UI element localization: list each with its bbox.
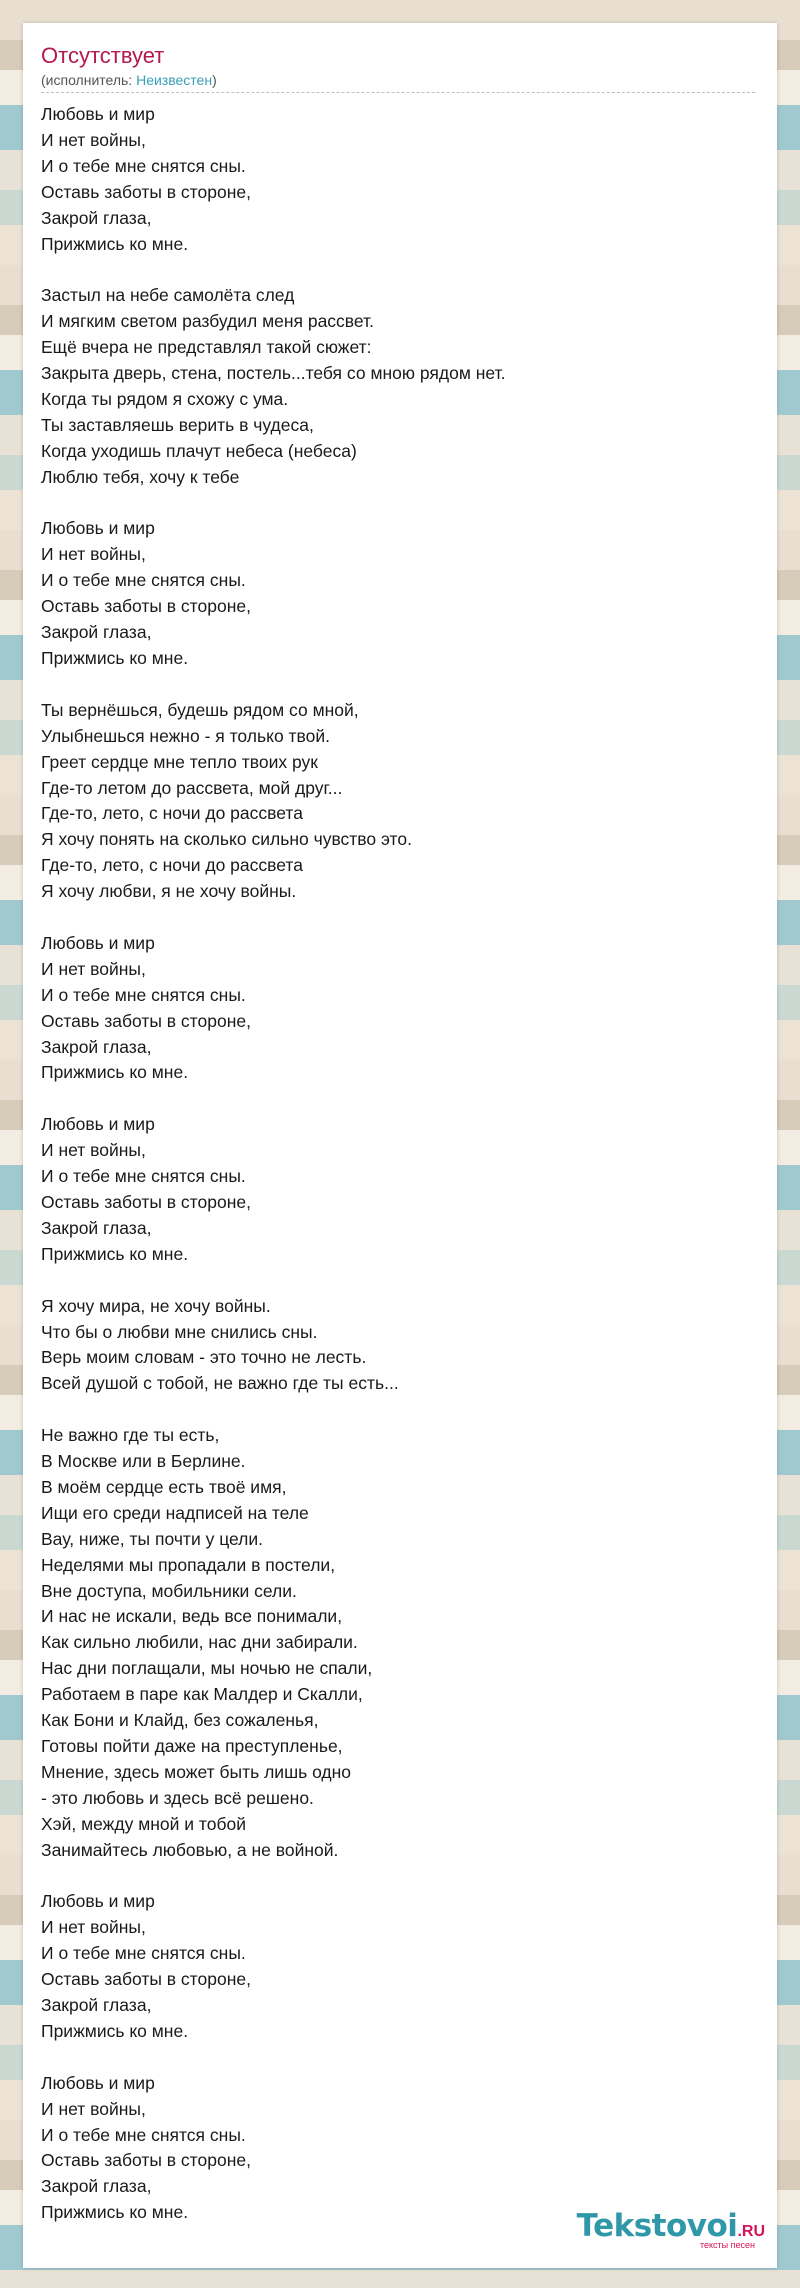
lyrics-line: И нет войны, [41, 2098, 146, 2119]
lyrics-line: Оставь заботы в стороне, [41, 596, 251, 617]
song-title: Отсутствует [41, 43, 165, 68]
lyrics-text [41, 102, 761, 2252]
lyrics-line: Прижмись ко мне. [41, 233, 189, 254]
lyrics-line: И нет войны, [41, 129, 146, 150]
lyrics-line: И нет войны, [41, 1140, 146, 1161]
lyrics-line: Оставь заботы в стороне, [41, 2150, 251, 2171]
lyrics-stanza [41, 283, 761, 490]
lyrics-line: И о тебе мне снятся сны. [41, 1943, 246, 1964]
lyrics-line: Закрой глаза, [41, 2176, 152, 2197]
lyrics-line: Оставь заботы в стороне, [41, 1010, 251, 1031]
lyrics-line: И нет войны, [41, 1917, 146, 1938]
header-divider [41, 92, 755, 93]
lyrics-stanza [41, 698, 761, 905]
lyrics-line: Что бы о любви мне снились сны. [41, 1321, 318, 1342]
lyrics-line: Когда ты рядом я схожу с ума. [41, 388, 289, 409]
lyrics-line: Я хочу любви, я не хочу войны. [41, 881, 297, 902]
lyrics-stanza [41, 1112, 761, 1267]
lyrics-line: И о тебе мне снятся сны. [41, 984, 246, 1005]
lyrics-line: Вне доступа, мобильники сели. [41, 1580, 297, 1601]
lyrics-line: И нет войны, [41, 544, 146, 565]
lyrics-line: В моём сердце есть твоё имя, [41, 1476, 287, 1497]
lyrics-line: Я хочу понять на сколько сильно чувство это. [41, 829, 412, 850]
lyrics-line: Когда уходишь плачут небеса (небеса) [41, 440, 357, 461]
lyrics-line: Не важно где ты есть, [41, 1425, 220, 1446]
lyrics-line: Готовы пойти даже на преступленье, [41, 1735, 343, 1756]
lyrics-line: Ищи его среди надписей на теле [41, 1502, 309, 1523]
lyrics-line: Любовь и мир [41, 104, 155, 124]
lyrics-line: Закрой глаза, [41, 1995, 152, 2016]
lyrics-line: Греет сердце мне тепло твоих рук [41, 751, 318, 772]
lyrics-line: Прижмись ко мне. [41, 1243, 189, 1264]
lyrics-line: Занимайтесь любовью, а не войной. [41, 1839, 339, 1860]
lyrics-line: И о тебе мне снятся сны. [41, 1166, 246, 1187]
lyrics-line: Закрой глаза, [41, 207, 152, 228]
lyrics-line: В Москве или в Берлине. [41, 1451, 246, 1472]
lyrics-line: Закрой глаза, [41, 1036, 152, 1057]
lyrics-line: И о тебе мне снятся сны. [41, 570, 246, 591]
lyrics-line: Любовь и мир [41, 1891, 155, 1912]
lyrics-line: И о тебе мне снятся сны. [41, 155, 246, 176]
lyrics-line: Закрой глаза, [41, 1217, 152, 1238]
lyrics-line: Любовь и мир [41, 1114, 155, 1135]
lyrics-line: И нет войны, [41, 958, 146, 979]
lyrics-line: Любовь и мир [41, 932, 155, 953]
lyrics-line: Улыбнешься нежно - я только твой. [41, 725, 331, 746]
lyrics-stanza [41, 516, 761, 671]
lyrics-line: Любовь и мир [41, 2072, 155, 2093]
logo-wordmark: Tekstovoi [576, 2208, 738, 2244]
lyrics-line: Неделями мы пропадали в постели, [41, 1554, 336, 1575]
lyrics-stanza [41, 2071, 761, 2226]
lyrics-line: Прижмись ко мне. [41, 648, 189, 668]
logo-subtitle: тексты песен [699, 2240, 755, 2250]
lyrics-line: Как сильно любили, нас дни забирали. [41, 1632, 358, 1653]
lyrics-stanza [41, 1423, 761, 1863]
lyrics-line: Прижмись ко мне. [41, 2020, 189, 2041]
lyrics-line: Оставь заботы в стороне, [41, 1191, 251, 1212]
lyrics-line: Верь моим словам - это точно не лесть. [41, 1347, 367, 1368]
lyrics-card [23, 23, 777, 2268]
lyrics-line: Прижмись ко мне. [41, 1062, 189, 1083]
lyrics-line: Ты вернёшься, будешь рядом со мной, [41, 699, 359, 720]
lyrics-line: Нас дни поглащали, мы ночью не спали, [41, 1658, 373, 1679]
lyrics-line: Хэй, между мной и тобой [41, 1813, 246, 1834]
lyrics-line: Где-то летом до рассвета, мой друг... [41, 777, 343, 798]
lyrics-line: Ещё вчера не представлял такой сюжет: [41, 337, 372, 358]
lyrics-line: И нас не искали, ведь все понимали, [41, 1606, 343, 1627]
lyrics-line: Мнение, здесь может быть лишь одно [41, 1761, 352, 1782]
artist-link[interactable]: Неизвестен [136, 72, 213, 88]
lyrics-line: Оставь заботы в стороне, [41, 181, 251, 202]
lyrics-line: Я хочу мира, не хочу войны. [41, 1295, 271, 1316]
artist-suffix: ) [212, 72, 217, 88]
lyrics-line: Где-то, лето, с ночи до рассвета [41, 803, 303, 824]
lyrics-line: Всей душой с тобой, не важно где ты есть... [41, 1373, 399, 1394]
lyrics-line: Застыл на небе самолёта след [41, 285, 295, 306]
lyrics-line: Любовь и мир [41, 518, 155, 539]
lyrics-line: Как Бони и Клайд, без сожаленья, [41, 1710, 319, 1731]
artist-line [41, 72, 217, 88]
artist-prefix: (исполнитель: [41, 72, 137, 88]
lyrics-line: Люблю тебя, хочу к тебе [41, 466, 240, 487]
lyrics-line: - это любовь и здесь всё решено. [41, 1787, 314, 1808]
lyrics-stanza [41, 1294, 761, 1398]
lyrics-line: Вау, ниже, ты почти у цели. [41, 1528, 264, 1549]
lyrics-line: Работаем в паре как Малдер и Скалли, [41, 1684, 363, 1705]
lyrics-stanza [41, 102, 761, 257]
lyrics-line: Прижмись ко мне. [41, 2202, 189, 2223]
lyrics-line: И мягким светом разбудил меня рассвет. [41, 311, 374, 332]
lyrics-stanza [41, 1889, 761, 2044]
lyrics-line: Оставь заботы в стороне, [41, 1969, 251, 1990]
logo-tld: .RU [737, 2223, 765, 2240]
site-logo[interactable] [577, 2208, 765, 2250]
lyrics-line: Закрой глаза, [41, 622, 152, 643]
lyrics-line: И о тебе мне снятся сны. [41, 2124, 246, 2145]
lyrics-stanza [41, 931, 761, 1086]
lyrics-line: Закрыта дверь, стена, постель...тебя со мною рядом нет. [41, 363, 506, 384]
lyrics-line: Где-то, лето, с ночи до рассвета [41, 855, 303, 876]
lyrics-line: Ты заставляешь верить в чудеса, [41, 414, 314, 435]
